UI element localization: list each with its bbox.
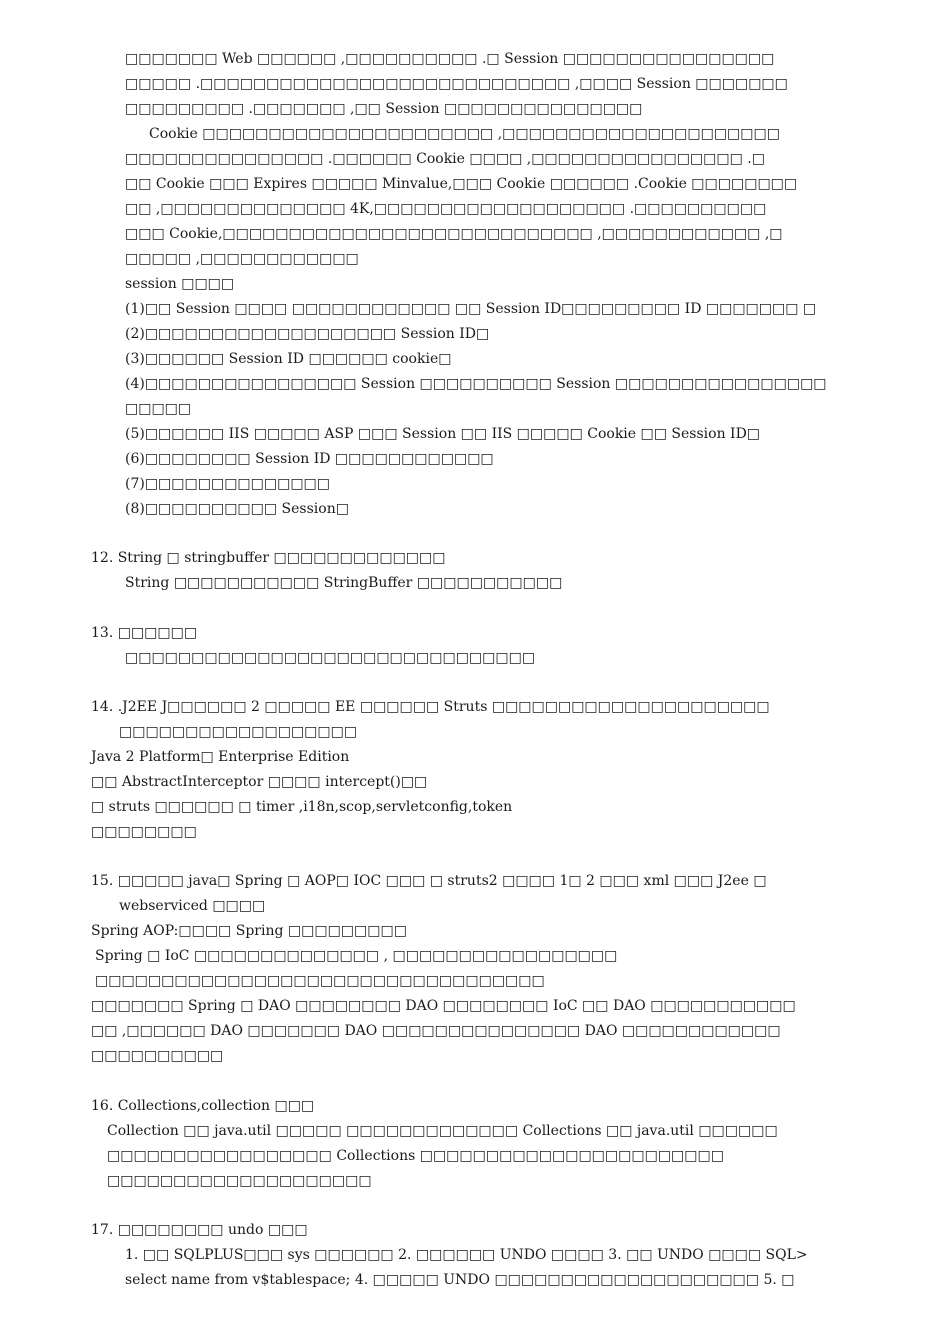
text-line: (1)□□ Session □□□□ □□□□□□□□□□□□ □□ Session ID□□□□□□□□□ ID □□□□□□□ □ — [125, 301, 817, 317]
text-line: String □□□□□□□□□□□ StringBuffer □□□□□□□□□□□ — [125, 575, 563, 591]
text-line: (6)□□□□□□□□ Session ID □□□□□□□□□□□□ — [125, 451, 494, 467]
text-line: (3)□□□□□□ Session ID □□□□□□ cookie□ — [125, 351, 452, 367]
text-line: □□ ,□□□□□□□□□□□□□□ 4K,□□□□□□□□□□□□□□□□□□□ .□□□□□□□□□□ — [125, 201, 767, 217]
text-line: select name from v$tablespace; 4. □□□□□ UNDO □□□□□□□□□□□□□□□□□□□□ 5. □ — [125, 1272, 795, 1288]
text-line: □□□□□□□ Web □□□□□□ ,□□□□□□□□□□ .□ Session □□□□□□□□□□□□□□□□ — [125, 51, 775, 67]
text-line: (2)□□□□□□□□□□□□□□□□□□□ Session ID□ — [125, 326, 490, 342]
text-line: □□□□□□□□□□□□□□□□□□ — [119, 724, 358, 740]
text-line: webserviced □□□□ — [119, 898, 266, 914]
text-line: □□ Cookie □□□ Expires □□□□□ Minvalue,□□□ Cookie □□□□□□ .Cookie □□□□□□□□ — [125, 176, 798, 192]
text-line: Spring □ IoC □□□□□□□□□□□□□□ , □□□□□□□□□□□□□□□□□ — [95, 948, 618, 964]
text-line: 14. .J2EE J□□□□□□ 2 □□□□□ EE □□□□□□ Struts □□□□□□□□□□□□□□□□□□□□□ — [91, 699, 770, 715]
text-line: □□ ,□□□□□□ DAO □□□□□□□ DAO □□□□□□□□□□□□□□□ DAO □□□□□□□□□□□□ — [91, 1023, 781, 1039]
text-line: 12. String □ stringbuffer □□□□□□□□□□□□□ — [91, 550, 446, 566]
text-line: (5)□□□□□□ IIS □□□□□ ASP □□□ Session □□ IIS □□□□□ Cookie □□ Session ID□ — [125, 426, 761, 442]
text-line: □ struts □□□□□□ □ timer ,i18n,scop,servletconfig,token — [91, 799, 513, 815]
text-line: 13. □□□□□□ — [91, 625, 198, 641]
text-line: □□□□□□□□ — [91, 824, 197, 840]
text-line: (8)□□□□□□□□□□ Session□ — [125, 501, 349, 517]
text-line: Cookie □□□□□□□□□□□□□□□□□□□□□□ ,□□□□□□□□□□□□□□□□□□□□□ — [149, 126, 780, 142]
text-line: (4)□□□□□□□□□□□□□□□□ Session □□□□□□□□□□ Session □□□□□□□□□□□□□□□□ — [125, 376, 827, 392]
text-line: □□□□□ — [125, 401, 192, 417]
text-line: session □□□□ — [125, 276, 235, 292]
text-line: 15. □□□□□ java□ Spring □ AOP□ IOC □□□ □ struts2 □□□□ 1□ 2 □□□ xml □□□ J2ee □ — [91, 873, 767, 889]
text-line: □□□□□□□□□□□□□□□□□□□□□□□□□□□□□□□□□□ — [95, 973, 545, 989]
text-line: □□□□□□□□□□ — [91, 1048, 224, 1064]
text-line: □□□□□ .□□□□□□□□□□□□□□□□□□□□□□□□□□□□ ,□□□□ Session □□□□□□□ — [125, 76, 788, 92]
text-line: Collection □□ java.util □□□□□ □□□□□□□□□□□□□ Collections □□ java.util □□□□□□ — [107, 1123, 778, 1139]
text-line: 17. □□□□□□□□ undo □□□ — [91, 1222, 308, 1238]
text-line: □□□□□ ,□□□□□□□□□□□□ — [125, 251, 359, 267]
text-line: □□□□□□□□□□□□□□□□□ Collections □□□□□□□□□□□□□□□□□□□□□□□ — [107, 1148, 724, 1164]
text-line: □□□□□□□□□□□□□□□□□□□□ — [107, 1173, 372, 1189]
text-line: Spring AOP:□□□□ Spring □□□□□□□□□ — [91, 923, 407, 939]
text-line: □□□□□□□□□□□□□□□ .□□□□□□ Cookie □□□□ ,□□□□□□□□□□□□□□□□ .□ — [125, 151, 765, 167]
text-line: □□□ Cookie,□□□□□□□□□□□□□□□□□□□□□□□□□□□□ ,□□□□□□□□□□□□ ,□ — [125, 226, 783, 242]
text-line: □□□□□□□□□ .□□□□□□□ ,□□ Session □□□□□□□□□□□□□□□ — [125, 101, 643, 117]
text-line: □□ AbstractInterceptor □□□□ intercept()□□ — [91, 774, 428, 790]
text-line: 1. □□ SQLPLUS□□□ sys □□□□□□ 2. □□□□□□ UNDO □□□□ 3. □□ UNDO □□□□ SQL> — [125, 1247, 808, 1263]
text-line: Java 2 Platform□ Enterprise Edition — [91, 749, 350, 765]
text-line: □□□□□□□ Spring □ DAO □□□□□□□□ DAO □□□□□□□□ IoC □□ DAO □□□□□□□□□□□ — [91, 998, 796, 1014]
text-line: □□□□□□□□□□□□□□□□□□□□□□□□□□□□□□□ — [125, 650, 536, 666]
text-line: (7)□□□□□□□□□□□□□□ — [125, 476, 331, 492]
text-line: 16. Collections,collection □□□ — [91, 1098, 315, 1114]
